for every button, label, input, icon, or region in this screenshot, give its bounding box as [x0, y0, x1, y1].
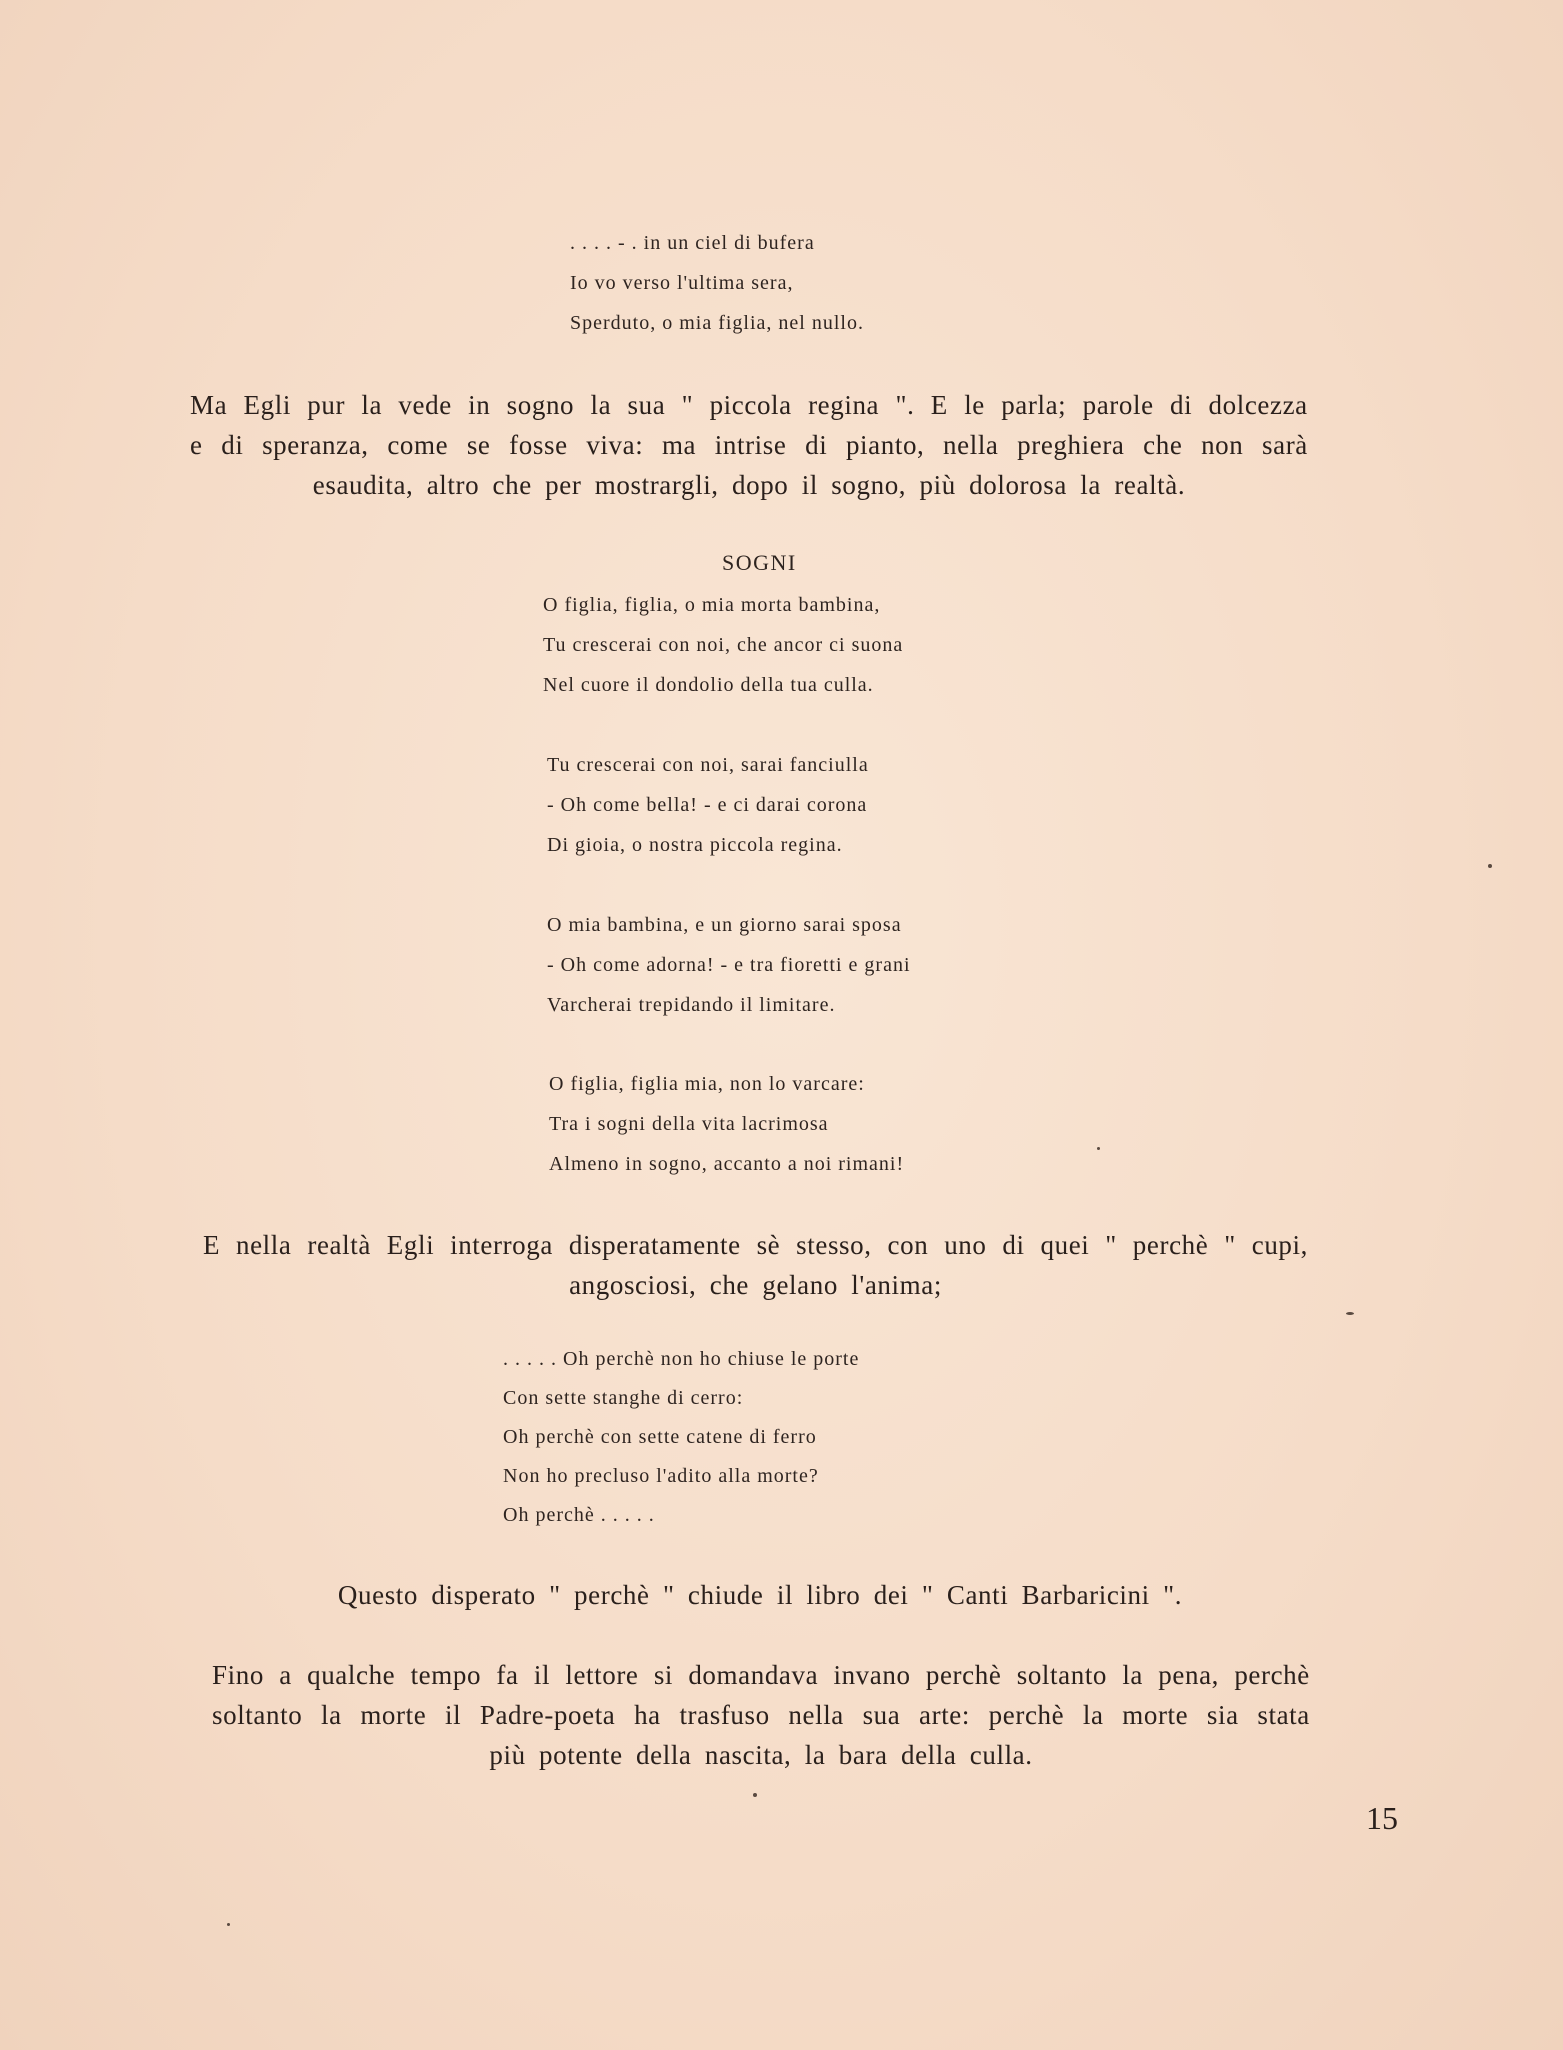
paragraph-line: e di speranza, come se fosse viva: ma intrise di pianto, nella preghiera che non sarà	[190, 430, 1308, 460]
page-number: 15	[1366, 1800, 1398, 1836]
paragraph-line: Fino a qualche tempo fa il lettore si domandava invano perchè soltanto la pena, perchè	[212, 1660, 1310, 1690]
paragraph-1	[190, 385, 1308, 505]
verse-line: Almeno in sogno, accanto a noi rimani!	[549, 1153, 905, 1175]
verse-line: Con sette stanghe di cerro:	[503, 1387, 744, 1409]
poem-stanza-1	[543, 585, 903, 705]
verse-line: Tu crescerai con noi, che ancor ci suona	[543, 634, 904, 656]
verse-line: - Oh come adorna! - e tra fioretti e grani	[547, 954, 911, 976]
verse-line: - Oh come bella! - e ci darai corona	[547, 794, 868, 816]
paragraph-line: esaudita, altro che per mostrargli, dopo il sogno, più dolorosa la realtà.	[312, 470, 1186, 500]
verse-line: Tu crescerai con noi, sarai fanciulla	[547, 754, 869, 776]
paper-speck	[753, 1793, 757, 1797]
verse-line: Varcherai trepidando il limitare.	[547, 994, 836, 1016]
verse-line: Io vo verso l'ultima sera,	[570, 272, 794, 294]
verse-line: Oh perchè . . . . .	[503, 1504, 655, 1526]
verse-line: Oh perchè con sette catene di ferro	[503, 1426, 817, 1448]
paragraph-line: più potente della nascita, la bara della culla.	[489, 1740, 1033, 1770]
verse-line: Tra i sogni della vita lacrimosa	[549, 1113, 829, 1135]
paper-speck	[1097, 1147, 1100, 1150]
verse-line: Non ho precluso l'adito alla morte?	[503, 1465, 819, 1487]
verse-line: . . . . . Oh perchè non ho chiuse le porte	[503, 1348, 860, 1370]
paper-speck	[227, 1923, 230, 1926]
verse-line: Di gioia, o nostra piccola regina.	[547, 834, 843, 856]
paragraph-3	[210, 1575, 1310, 1615]
verse-perche	[503, 1340, 859, 1535]
verse-line: O figlia, figlia, o mia morta bambina,	[543, 594, 881, 616]
verse-line: O figlia, figlia mia, non lo varcare:	[549, 1073, 865, 1095]
paragraph-2	[203, 1225, 1308, 1305]
paragraph-line: angosciosi, che gelano l'anima;	[569, 1270, 942, 1300]
paragraph-4	[212, 1655, 1310, 1775]
verse-line: Nel cuore il dondolio della tua culla.	[543, 674, 874, 696]
paragraph-line: Ma Egli pur la vede in sogno la sua " piccola regina ". E le parla; parole di dolcezza	[190, 390, 1308, 420]
poem-stanza-4	[549, 1064, 904, 1184]
verse-line: . . . . - . in un ciel di bufera	[570, 232, 815, 254]
paper-speck	[1346, 1312, 1354, 1315]
verse-line: Sperduto, o mia figlia, nel nullo.	[570, 312, 864, 334]
paragraph-line: E nella realtà Egli interroga disperatamente sè stesso, con uno di quei " perchè " cupi,	[203, 1230, 1308, 1260]
verse-intro	[570, 223, 864, 343]
poem-stanza-2	[547, 745, 869, 865]
paragraph-line: soltanto la morte il Padre-poeta ha trasfuso nella sua arte: perchè la morte sia stata	[212, 1700, 1310, 1730]
poem-title: SOGNI	[722, 550, 797, 575]
paragraph-line: Questo disperato " perchè " chiude il libro dei " Canti Barbaricini ".	[337, 1580, 1183, 1610]
poem-stanza-3	[547, 905, 911, 1025]
paper-speck	[1488, 864, 1492, 868]
verse-line: O mia bambina, e un giorno sarai sposa	[547, 914, 902, 936]
